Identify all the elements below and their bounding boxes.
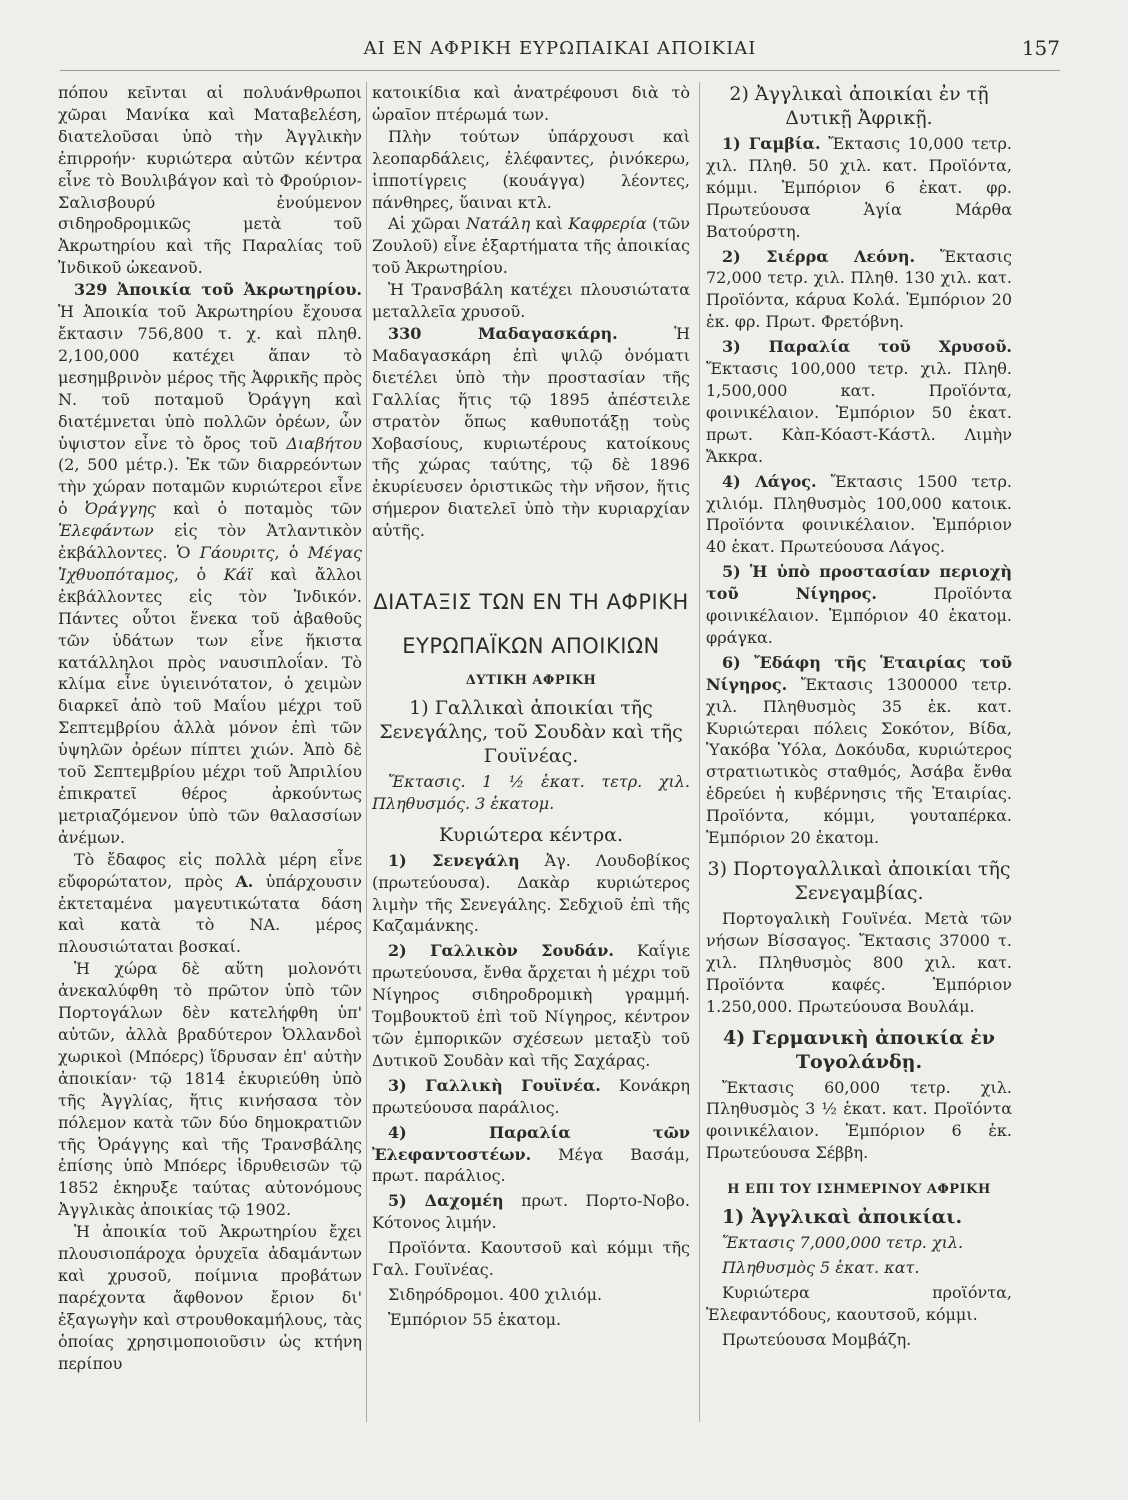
detail-line: Προϊόντα. Καουτσοῦ καὶ κόμμι τῆς Γαλ. Γουϊνέας. xyxy=(372,1238,690,1280)
item-label: 1) Σενεγάλη xyxy=(388,850,520,870)
text: (2, 500 μέτρ.). Ἐκ τῶν διαρρεόντων τὴν χώραν ποταμῶν κυριώτεροι εἶνε ὁ xyxy=(58,455,362,519)
item-text: Ἀγ. Λουδοβίκος (πρωτεύουσα). Δακὰρ κυριώτερος λιμὴν τῆς Σενεγάλης. Σεδχιοῦ ἐπὶ τῆς Καζαμάνκης. xyxy=(372,850,690,936)
column-rule-right xyxy=(699,82,700,1422)
column-right xyxy=(706,82,1012,1482)
section-number: 329 xyxy=(74,280,108,300)
detail-line: Πρωτεύουσα Μομβάζη. xyxy=(722,1329,912,1349)
item-text: Κονάκρη πρωτεύουσα παράλιος. xyxy=(372,1075,690,1117)
text: Ἡ Ἀποικία τοῦ Ἀκρωτηρίου ἔχουσα ἔκτασιν 756,800 τ. χ. καὶ πληθ. 2,100,000 κατέχει ἅπαν τὸ μεσημβρινὸν μέρος τῆς Ἀφρικῆς πρὸς Ν. τοῦ ποταμοῦ Ὀράγγη καὶ διατέμνεται ὑπὸ πολλῶν ὀρέων, ὧν ὑψιστον εἶνε τὸ ὄρος τοῦ xyxy=(58,302,362,453)
text: , ὁ xyxy=(274,543,299,563)
item-label: 3) Γαλλικὴ Γουϊνέα. xyxy=(388,1075,601,1095)
list-item xyxy=(706,336,1012,467)
text: Αἱ χῶραι xyxy=(388,214,461,234)
detail-line: Πληθυσμὸς 5 ἑκατ. κατ. xyxy=(722,1257,920,1277)
item-label: 4) Παραλία τῶν Ἐλεφαντοστέων. xyxy=(372,1122,690,1164)
text: καὶ xyxy=(535,214,563,234)
item-label: 2) Σιέρρα Λεόνη. xyxy=(722,246,916,266)
text: Ἡ Μαδαγασκάρη ἐπὶ ψιλῷ ὀνόματι διετέλει ὑπὸ τὴν προστασίαν τῆς Γαλλίας ἥτις τῷ 1895 ἀπέστειλε στρατὸν ὅπως καθυποτάξῃ τοὺς Χοβασίους, κυριωτέρους κατοίκους τῆς χώρας ταύτης, τῷ δὲ 1896 ἐκυρίευσεν ὁριστικῶς τὴν νῆσον, ἥτις σήμερον διατελεῖ ὑπὸ τὴν κυριαρχίαν αὐτῆς. xyxy=(372,323,690,541)
place-name: Καφρερία xyxy=(568,214,647,234)
list-item xyxy=(706,561,1012,649)
list-item xyxy=(372,850,690,938)
text: Τὸ ἔδαφος εἰς πολλὰ μέρη εἶνε εὔφορώτατον, πρὸς xyxy=(58,849,362,891)
paragraph: Ἡ ἀποικία τοῦ Ἀκρωτηρίου ἔχει πλουσιοπάροχα ὀρυχεῖα ἀδαμάντων καὶ χρυσοῦ, ποίμνια προβάτων παρέχοντα ἄφθονον ἔριον δι' ἐξαγωγὴν καὶ στρουθοκαμήλους, τὰς ὁποίας χρησιμοποιοῦσιν ὡς κτήνη περίπου xyxy=(58,1222,362,1373)
paragraph: Ἡ Τρανσβάλη κατέχει πλουσιώτατα μεταλλεῖα χρυσοῦ. xyxy=(372,280,690,322)
section-title: Μαδαγασκάρη. xyxy=(477,323,618,343)
list-item xyxy=(372,1190,690,1234)
item-text: Ἔκτασις 100,000 τετρ. χιλ. Πληθ. 1,500,000 κατ. Προϊόντα, φοινικέλαιον. Ἐμπόριον 50 ἑκατ. πρωτ. Κὰπ-Κόαστ-Κάστλ. Λιμὴν Ἄκκρα. xyxy=(706,359,1012,466)
text: (τῶν Ζουλοῦ) εἶνε ἐξαρτήματα τῆς ἀποικίας τοῦ Ἀκρωτηρίου. xyxy=(372,214,690,278)
paragraph: κατοικίδια καὶ ἀνατρέφουσι διὰ τὸ ὡραῖον πτέρωμά των. xyxy=(372,83,690,124)
text: καὶ ὁ ποταμὸς τῶν xyxy=(173,499,362,519)
place-name: Κάϊ xyxy=(223,564,253,584)
place-name: Γάουριτς xyxy=(199,543,275,563)
list-item xyxy=(706,246,1012,334)
place-name: Διαβήτου xyxy=(286,433,362,453)
detail-line: Ἔκτασις 7,000,000 τετρ. χιλ. xyxy=(722,1233,964,1253)
section-329 xyxy=(58,279,362,849)
list-item xyxy=(372,940,690,1071)
item-text: Ἔκτασις 10,000 τετρ. χιλ. Πληθ. 50 χιλ. κατ. Προϊόντα, κόμμι. Ἐμπόριον 6 ἑκατ. φρ. Πρωτεύουσα Ἁγία Μάρθα Βατούρστη. xyxy=(706,134,1012,241)
item-label: 5) Δαχομέη xyxy=(388,1191,504,1211)
list-item xyxy=(372,1075,690,1119)
heading-french-colonies: 1) Γαλλικαὶ ἀποικίαι τῆς Σενεγάλης, τοῦ Σουδὰν καὶ τῆς Γουϊνέας. xyxy=(379,696,683,767)
heading-english-equatorial: 1) Ἀγγλικαὶ ἀποικίαι. xyxy=(722,1206,963,1229)
place-name: Ἐλεφάντων xyxy=(58,521,154,541)
item-text: Μέγα Βασάμ, πρωτ. παράλιος. xyxy=(372,1144,690,1186)
item-label: 5) Ἡ ὑπὸ προστασίαν περιοχὴ τοῦ Νίγηρος. xyxy=(706,562,1012,604)
list-item xyxy=(372,1122,690,1188)
paragraph: Πορτογαλικὴ Γουϊνέα. Μετὰ τῶν νήσων Βίσσαγος. Ἔκτασις 37000 τ. χιλ. Πληθυσμὸς 800 χιλ. κατ. Προϊόντα καφές. Ἐμπόριον 1.250,000. Πρωτεύουσα Βουλάμ. xyxy=(706,909,1012,1016)
table-heading-line-2: ΕΥΡΩΠΑΪΚΩΝ ΑΠΟΙΚΙΩΝ xyxy=(402,634,660,659)
place-name: Μέγας Ἰχθυοπόταμος xyxy=(58,543,362,584)
table-heading-line-1: ΔΙΑΤΑΞΙΣ ΤΩΝ ΕΝ ΤΗ ΑΦΡΙΚΗ xyxy=(373,590,689,615)
paragraph xyxy=(372,213,690,279)
list-item xyxy=(706,471,1012,559)
detail-line: Σιδηρόδρομοι. 400 χιλιόμ. xyxy=(388,1284,603,1304)
section-title: Ἀποικία τοῦ Ἀκρωτηρίου. xyxy=(116,280,362,300)
text: , ὁ xyxy=(173,564,207,584)
item-label: 1) Γαμβία. xyxy=(722,134,821,153)
section-number: 330 xyxy=(388,323,422,343)
item-label: 4) Λάγος. xyxy=(722,471,817,491)
paragraph: Ἡ χώρα δὲ αὕτη μολονότι ἀνεκαλύφθη τὸ πρῶτον ὑπὸ τῶν Πορτογάλων δὲν κατελήφθη ὑπ' αὐτῶν, ἀλλὰ βραδύτερον Ὀλλανδοὶ χωρικοὶ (Μπόερς) ἵδρυσαν ἐπ' αὐτὴν ἀποικίαν· τῷ 1814 ἐκυριεύθη ὑπὸ τῆς Ἀγγλίας, ἥτις κινήσασα τὸν πόλεμον κατὰ τῶν δύο δημοκρατιῶν τῆς Ὀράγγης καὶ τῆς Τρανσβάλης ἐπίσης ὑπὸ Μπόερς ἱδρυθεισῶν τῷ 1852 ἐκηρυξε ταύτας αὐτονόμους Ἀγγλικὰς ἀποικίας τῷ 1902. xyxy=(58,959,362,1220)
item-text: Προϊόντα φοινικέλαιον. Ἐμπόριον 40 ἑκατομ. φράγκα. xyxy=(706,584,1012,647)
text: καὶ ἄλλοι ἐκβάλλοντες εἰς τὸν Ἰνδικόν. Πάντες οὗτοι ἕνεκα τοῦ ἀβαθοῦς τῶν ὑδάτων των εἶνε ἥκιστα κατάλληλοι πρὸς ναυσιπλοΐαν. Τὸ κλίμα εἶνε ὑγιεινότατον, ὁ χειμὼν διαρκεῖ ἀπὸ τοῦ Μαΐου μέχρι τοῦ Σεπτεμβρίου ἀλλὰ μόνον ἐπὶ τῶν ὑψηλῶν ὀρέων πίπτει χιών. Ἀπὸ δὲ τοῦ Σεπτεμβρίου μέχρι τοῦ Ἀπριλίου ἐπικρατεῖ θέρος ἀρκούντως μετριαζόμενον ὑπὸ τῶν θαλασσίων ἀνέμων. xyxy=(58,564,362,847)
page-header xyxy=(60,34,1060,71)
column-middle xyxy=(372,82,690,1482)
item-text: πρωτ. Πορτο-Νοβο. Κότονος λιμήν. xyxy=(372,1191,690,1233)
place-name: Ὀράγγης xyxy=(84,499,156,519)
list-item xyxy=(706,133,1012,243)
text: ὑπάρχουσιν ἐκτεταμένα μαγευτικώτατα δάση καὶ κατὰ τὸ ΝΑ. μέρος πλουσιώταται βοσκαί. xyxy=(58,871,362,957)
text: Α. xyxy=(235,871,254,891)
item-label: 2) Γαλλικὸν Σουδάν. xyxy=(388,941,614,961)
detail-line: Κυριώτερα προϊόντα, Ἐλεφαντόδους, καουτσοῦ, κόμμι. xyxy=(706,1282,1012,1324)
subheading-west-africa: ΔΥΤΙΚΗ ΑΦΡΙΚΗ xyxy=(465,673,597,689)
page-number: 157 xyxy=(1021,36,1060,60)
text: εἰς τὸν Ἀτλαντικὸν ἐκβάλλοντες. Ὁ xyxy=(58,521,362,563)
item-text: Καΐγιε πρωτεύουσα, ἔνθα ἄρχεται ἡ μέχρι τοῦ Νίγηρος σιδηροδρομικὴ γραμμή. Τομβουκτοῦ ἐπὶ τοῦ Νίγηρος, κέντρον τῶν ἐμπορικῶν σχέσεων μεταξὺ τοῦ Δυτικοῦ Σουδὰν καὶ τῆς Σαχάρας. xyxy=(372,941,690,1070)
paragraph: Ἔκτασις 60,000 τετρ. χιλ. Πληθυσμὸς 3 ½ ἑκατ. κατ. Προϊόντα φοινικέλαιον. Ἐμπόριον 6 ἑκ. Πρωτεύουσα Σέββη. xyxy=(706,1077,1012,1163)
spacer xyxy=(372,542,690,580)
stats: Ἔκτασις. 1 ½ ἑκατ. τετρ. χιλ. Πληθυσμός. 3 ἑκατομ. xyxy=(372,771,690,813)
heading-main-centres: Κυριώτερα κέντρα. xyxy=(438,823,624,846)
column-rule-left xyxy=(366,82,367,1422)
running-title: ΑΙ ΕΝ ΑΦΡΙΚΗ ΕΥΡΩΠΑΙΚΑΙ ΑΠΟΙΚΙΑΙ xyxy=(363,38,757,59)
item-text: Ἔκτασις 1300000 τετρ. χιλ. Πληθυσμὸς 35 ἑκ. κατ. Κυριώτεραι πόλεις Σοκότον, Βίδα, Ὑακόβα Ὑόλα, Δοκόυδα, κυριώτερος στρατιωτικὸς σταθμός, Ἀσάβα ἔνθα ἑδρεύει ἡ κυβέρνησις τῆς Ἑταιρίας. Προϊόντα, κόμμι, γουταπέρκα. Ἐμπόριον 20 ἑκατομ. xyxy=(706,674,1012,848)
section-330 xyxy=(372,323,690,542)
paragraph xyxy=(58,849,362,959)
subheading-equatorial-africa: Η ΕΠΙ ΤΟΥ ΙΣΗΜΕΡΙΝΟΥ ΑΦΡΙΚΗ xyxy=(727,1182,991,1198)
place-name: Νατάλη xyxy=(466,214,531,234)
paragraph: Πλὴν τούτων ὑπάρχουσι καὶ λεοπαρδάλεις, ἐλέφαντες, ῥινόκερω, ἱπποτίγρεις (κουάγγα) λέοντες, πάνθηρες, ὕαιναι κτλ. xyxy=(372,126,690,212)
list-item xyxy=(706,652,1012,849)
heading-german-colony: 4) Γερμανικὴ ἀποικία ἐν Τογολάνδῃ. xyxy=(723,1026,995,1073)
heading-portuguese-colonies: 3) Πορτογαλλικαὶ ἀποικίαι τῆς Σενεγαμβίας. xyxy=(707,858,1011,904)
item-text: Ἔκτασις 72,000 τετρ. χιλ. Πληθ. 130 χιλ. κατ. Προϊόντα, κάρυα Κολά. Ἐμπόριον 20 ἑκ. φρ. Πρωτ. Φρετόβνη. xyxy=(706,246,1012,332)
item-label: 6) Ἔδάφη τῆς Ἑταιρίας τοῦ Νίγηρος. xyxy=(706,652,1012,694)
column-left xyxy=(58,82,362,1482)
heading-english-colonies: 2) Ἀγγλικαὶ ἀποικίαι ἐν τῇ Δυτικῇ Ἀφρικῇ. xyxy=(729,83,989,129)
item-label: 3) Παραλία τοῦ Χρυσοῦ. xyxy=(722,337,1012,357)
detail-line: Ἐμπόριον 55 ἑκατομ. xyxy=(388,1309,562,1329)
paragraph: πόπου κεῖνται αἱ πολυάνθρωποι χῶραι Μανίκα καὶ Ματαβελέση, διατελοῦσαι ὑπὸ τὴν Ἀγγλικὴν ἐπιρροήν· κυριώτερα αὐτῶν κέντρα εἶνε τὸ Βουλιβάγον καὶ τὸ Φρούριον-Σαλισβουρύ ἑνούμενον σιδηροδρομικῶς μετὰ τοῦ Ἀκρωτηρίου καὶ τῆς Παραλίας τοῦ Ἰνδικοῦ ὠκεανοῦ. xyxy=(58,83,362,278)
item-text: Ἔκτασις 1500 τετρ. χιλιόμ. Πληθυσμὸς 100,000 κατοικ. Προϊόντα φοινικέλαιον. Ἐμπόριον 40 ἑκατ. Πρωτεύουσα Λάγος. xyxy=(706,471,1012,557)
spacer xyxy=(706,1167,1012,1177)
